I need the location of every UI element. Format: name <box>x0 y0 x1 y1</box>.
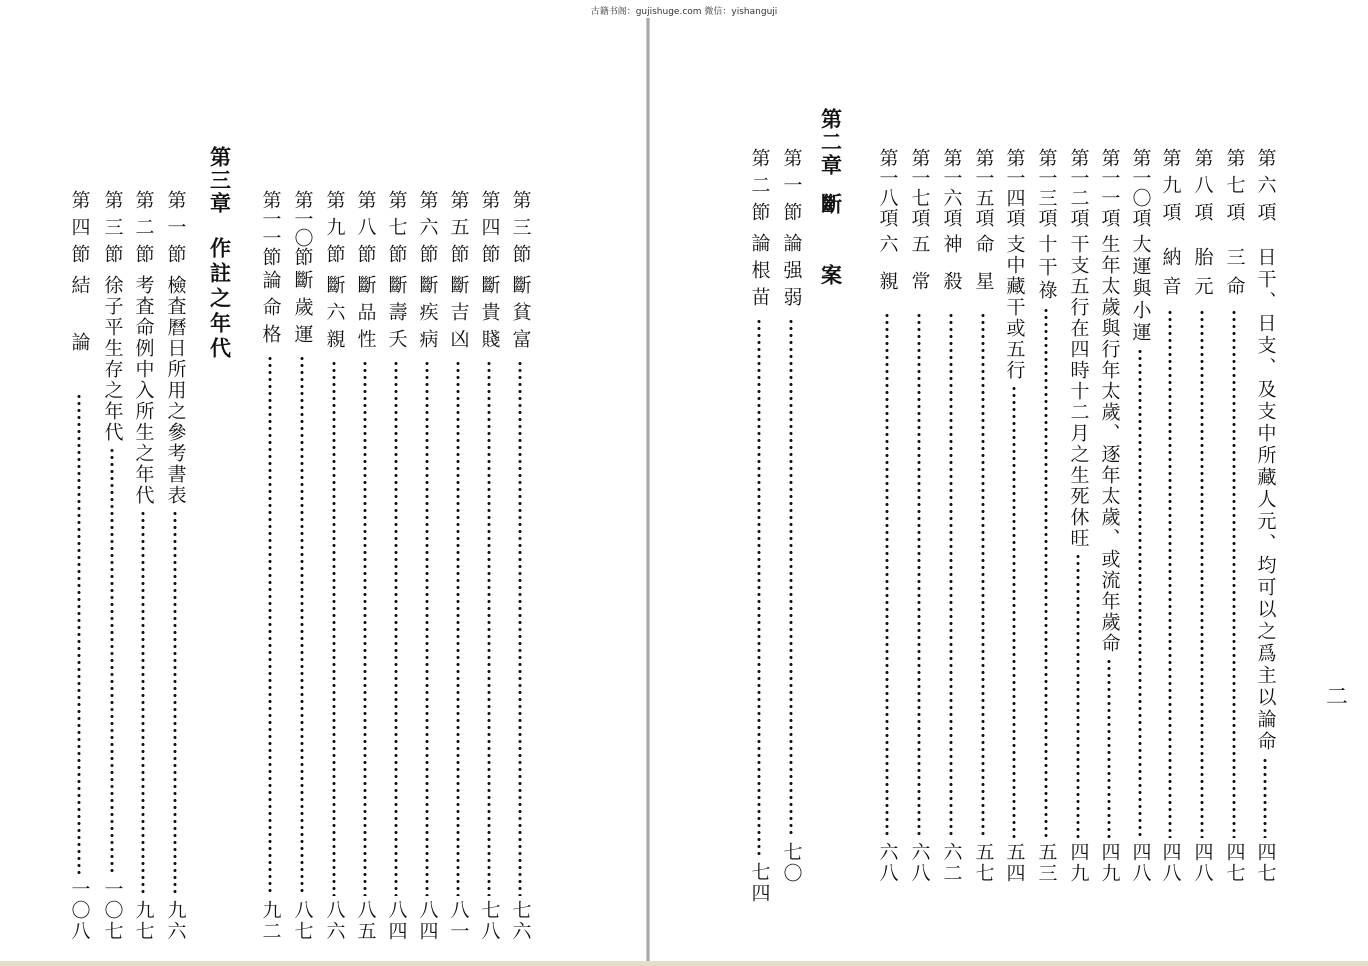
entry-title: 十干祿 <box>1035 234 1058 303</box>
dot-leader <box>425 360 429 896</box>
dot-leader <box>1012 385 1016 838</box>
toc-chapter3-section-2[interactable] <box>128 190 158 942</box>
toc-section-1[interactable] <box>776 148 806 884</box>
entry-title: 命星 <box>972 234 995 308</box>
page-number: 四八 <box>1129 842 1152 884</box>
dot-leader <box>1044 307 1048 838</box>
page-number: 九六 <box>164 900 187 942</box>
right-page <box>654 0 1368 966</box>
toc-entry-item-9[interactable] <box>1155 148 1185 884</box>
section-label: 第八節 <box>354 190 377 271</box>
section-title: 斷壽夭 <box>385 275 408 356</box>
left-page <box>0 0 650 966</box>
toc-entry-item-14[interactable] <box>999 148 1029 884</box>
chapter-label: 第三章 <box>207 146 233 215</box>
page-number: 九七 <box>132 900 155 942</box>
toc-section-5[interactable] <box>443 190 473 942</box>
toc-entry-item-16[interactable] <box>936 148 966 884</box>
dot-leader <box>268 355 272 896</box>
toc-entry-item-6[interactable] <box>1250 148 1280 884</box>
dot-leader <box>332 360 336 896</box>
entry-label: 第九項 <box>1159 148 1182 229</box>
chapter-label: 第二章 <box>818 108 844 177</box>
entry-title: 三命 <box>1223 247 1246 305</box>
section-title: 斷歲運 <box>291 270 314 351</box>
dot-leader <box>518 360 522 896</box>
dot-leader <box>1200 309 1204 838</box>
entry-label: 第一一項 <box>1098 148 1121 228</box>
page-number: 五三 <box>1035 842 1058 884</box>
entry-title: 日干、日支、及支中所藏人元、均可以之爲主以論命 <box>1254 247 1277 753</box>
section-label: 第九節 <box>323 190 346 271</box>
section-label: 第二節 <box>748 148 771 229</box>
section-label: 第三節 <box>101 190 124 271</box>
toc-section-8[interactable] <box>350 190 380 942</box>
page-number: 七四 <box>748 862 771 904</box>
section-label: 第七節 <box>385 190 408 271</box>
entry-label: 第一三項 <box>1035 148 1058 228</box>
entry-title: 胎元 <box>1191 247 1214 305</box>
section-label: 第一節 <box>164 190 187 271</box>
section-title: 考査命例中入所生之年代 <box>132 275 155 506</box>
dot-leader <box>1107 658 1111 838</box>
dot-leader <box>1168 309 1172 838</box>
page-number: 四八 <box>1191 842 1214 884</box>
section-label: 第一節 <box>780 148 803 229</box>
section-title: 斷疾病 <box>416 275 439 356</box>
section-title: 論强弱 <box>780 233 803 314</box>
dot-leader <box>173 510 177 896</box>
page-number: 六二 <box>940 842 963 884</box>
section-label: 第四節 <box>478 190 501 271</box>
scan-watermark-header: 古籍书阁：gujishuge.com 微信：yishanguji <box>590 7 778 17</box>
page-number: 一〇八 <box>68 879 91 942</box>
page-number: 八四 <box>385 900 408 942</box>
toc-section-10[interactable] <box>287 190 317 942</box>
entry-label: 第一六項 <box>940 148 963 228</box>
page-number: 四七 <box>1223 842 1246 884</box>
entry-title: 神殺 <box>940 234 963 308</box>
section-label: 第六節 <box>416 190 439 271</box>
section-title: 斷貧富 <box>509 275 532 356</box>
section-title: 斷六親 <box>323 275 346 356</box>
dot-leader <box>1076 553 1080 838</box>
dot-leader <box>885 312 889 838</box>
entry-title: 五常 <box>908 234 931 308</box>
toc-chapter3-section-1[interactable] <box>160 190 190 942</box>
toc-entry-item-12[interactable] <box>1063 148 1093 884</box>
page-bottom-edge <box>0 961 1368 966</box>
page-number: 八七 <box>291 900 314 942</box>
page-number: 五四 <box>1003 842 1026 884</box>
page-number: 六八 <box>908 842 931 884</box>
section-label: 第一〇節 <box>291 190 314 266</box>
toc-section-7[interactable] <box>381 190 411 942</box>
entry-label: 第一四項 <box>1003 148 1026 228</box>
section-label: 第四節 <box>68 190 91 271</box>
section-label: 第三節 <box>509 190 532 271</box>
dot-leader <box>77 393 81 875</box>
toc-entry-item-10[interactable] <box>1125 148 1155 884</box>
page-number: 八四 <box>416 900 439 942</box>
entry-label: 第一二項 <box>1067 148 1090 228</box>
section-title: 斷品性 <box>354 275 377 356</box>
entry-label: 第一七項 <box>908 148 931 228</box>
entry-title: 大運與小運 <box>1129 234 1152 344</box>
entry-label: 第一〇項 <box>1129 148 1152 228</box>
entry-title: 支中藏干或五行 <box>1003 234 1026 381</box>
page-number: 四九 <box>1067 842 1090 884</box>
dot-leader <box>110 447 114 875</box>
page-number: 八六 <box>323 900 346 942</box>
chapter-heading-3[interactable] <box>205 146 235 406</box>
chapter-title: 斷案 <box>818 193 844 335</box>
entry-label: 第一五項 <box>972 148 995 228</box>
dot-leader <box>456 360 460 896</box>
dot-leader <box>141 510 145 896</box>
page-number: 八一 <box>447 900 470 942</box>
dot-leader <box>487 360 491 896</box>
toc-entry-item-7[interactable] <box>1219 148 1249 884</box>
page-number: 六八 <box>876 842 899 884</box>
section-label: 第五節 <box>447 190 470 271</box>
toc-section-9[interactable] <box>319 190 349 942</box>
toc-section-3[interactable] <box>505 190 535 942</box>
page-number: 一〇七 <box>101 879 124 942</box>
section-title: 斷貴賤 <box>478 275 501 356</box>
toc-entry-item-17[interactable] <box>904 148 934 884</box>
entry-title: 干支五行在四時十二月之生死休旺 <box>1067 234 1090 549</box>
entry-label: 第六項 <box>1254 148 1277 229</box>
entry-title: 納音 <box>1159 247 1182 305</box>
chapter-heading-2[interactable] <box>816 108 846 348</box>
page-number: 四八 <box>1159 842 1182 884</box>
section-title: 論根苗 <box>748 233 771 314</box>
dot-leader <box>789 318 793 838</box>
page-number: 七八 <box>478 900 501 942</box>
page-number: 八五 <box>354 900 377 942</box>
entry-label: 第七項 <box>1223 148 1246 229</box>
dot-leader <box>981 312 985 838</box>
section-title: 論命格 <box>259 270 282 351</box>
dot-leader <box>300 355 304 896</box>
entry-title: 六親 <box>876 234 899 308</box>
toc-section-2[interactable] <box>744 148 774 904</box>
section-title: 結論 <box>68 275 91 389</box>
section-label: 第一一節 <box>259 190 282 266</box>
section-title: 斷吉凶 <box>447 275 470 356</box>
page-number: 九二 <box>259 900 282 942</box>
dot-leader <box>1138 348 1142 838</box>
toc-chapter3-section-4[interactable] <box>64 190 94 942</box>
page-number: 四九 <box>1098 842 1121 884</box>
toc-section-6[interactable] <box>412 190 442 942</box>
page-number: 五七 <box>972 842 995 884</box>
dot-leader <box>757 318 761 858</box>
dot-leader <box>1263 757 1267 838</box>
toc-entry-item-11[interactable] <box>1094 148 1124 884</box>
chapter-title: 作註之年代 <box>207 237 233 362</box>
section-label: 第二節 <box>132 190 155 271</box>
dot-leader <box>917 312 921 838</box>
dot-leader <box>1232 309 1236 838</box>
entry-title: 生年太歲與行年太歲、逐年太歲、或流年歲命 <box>1098 234 1121 654</box>
dot-leader <box>949 312 953 838</box>
page-number: 四七 <box>1254 842 1277 884</box>
toc-section-11[interactable] <box>255 190 285 942</box>
entry-label: 第八項 <box>1191 148 1214 229</box>
dot-leader <box>394 360 398 896</box>
page-number: 七六 <box>509 900 532 942</box>
section-title: 徐子平生存之年代 <box>101 275 124 443</box>
page-folio-number: 二 <box>1326 685 1349 710</box>
toc-entry-item-15[interactable] <box>968 148 998 884</box>
toc-entry-item-13[interactable] <box>1031 148 1061 884</box>
page-number: 七〇 <box>780 842 803 884</box>
entry-label: 第一八項 <box>876 148 899 228</box>
toc-chapter3-section-3[interactable] <box>97 190 127 942</box>
section-title: 檢査曆日所用之參考書表 <box>164 275 187 506</box>
toc-entry-item-8[interactable] <box>1187 148 1217 884</box>
toc-entry-item-18[interactable] <box>872 148 902 884</box>
toc-section-4[interactable] <box>474 190 504 942</box>
dot-leader <box>363 360 367 896</box>
